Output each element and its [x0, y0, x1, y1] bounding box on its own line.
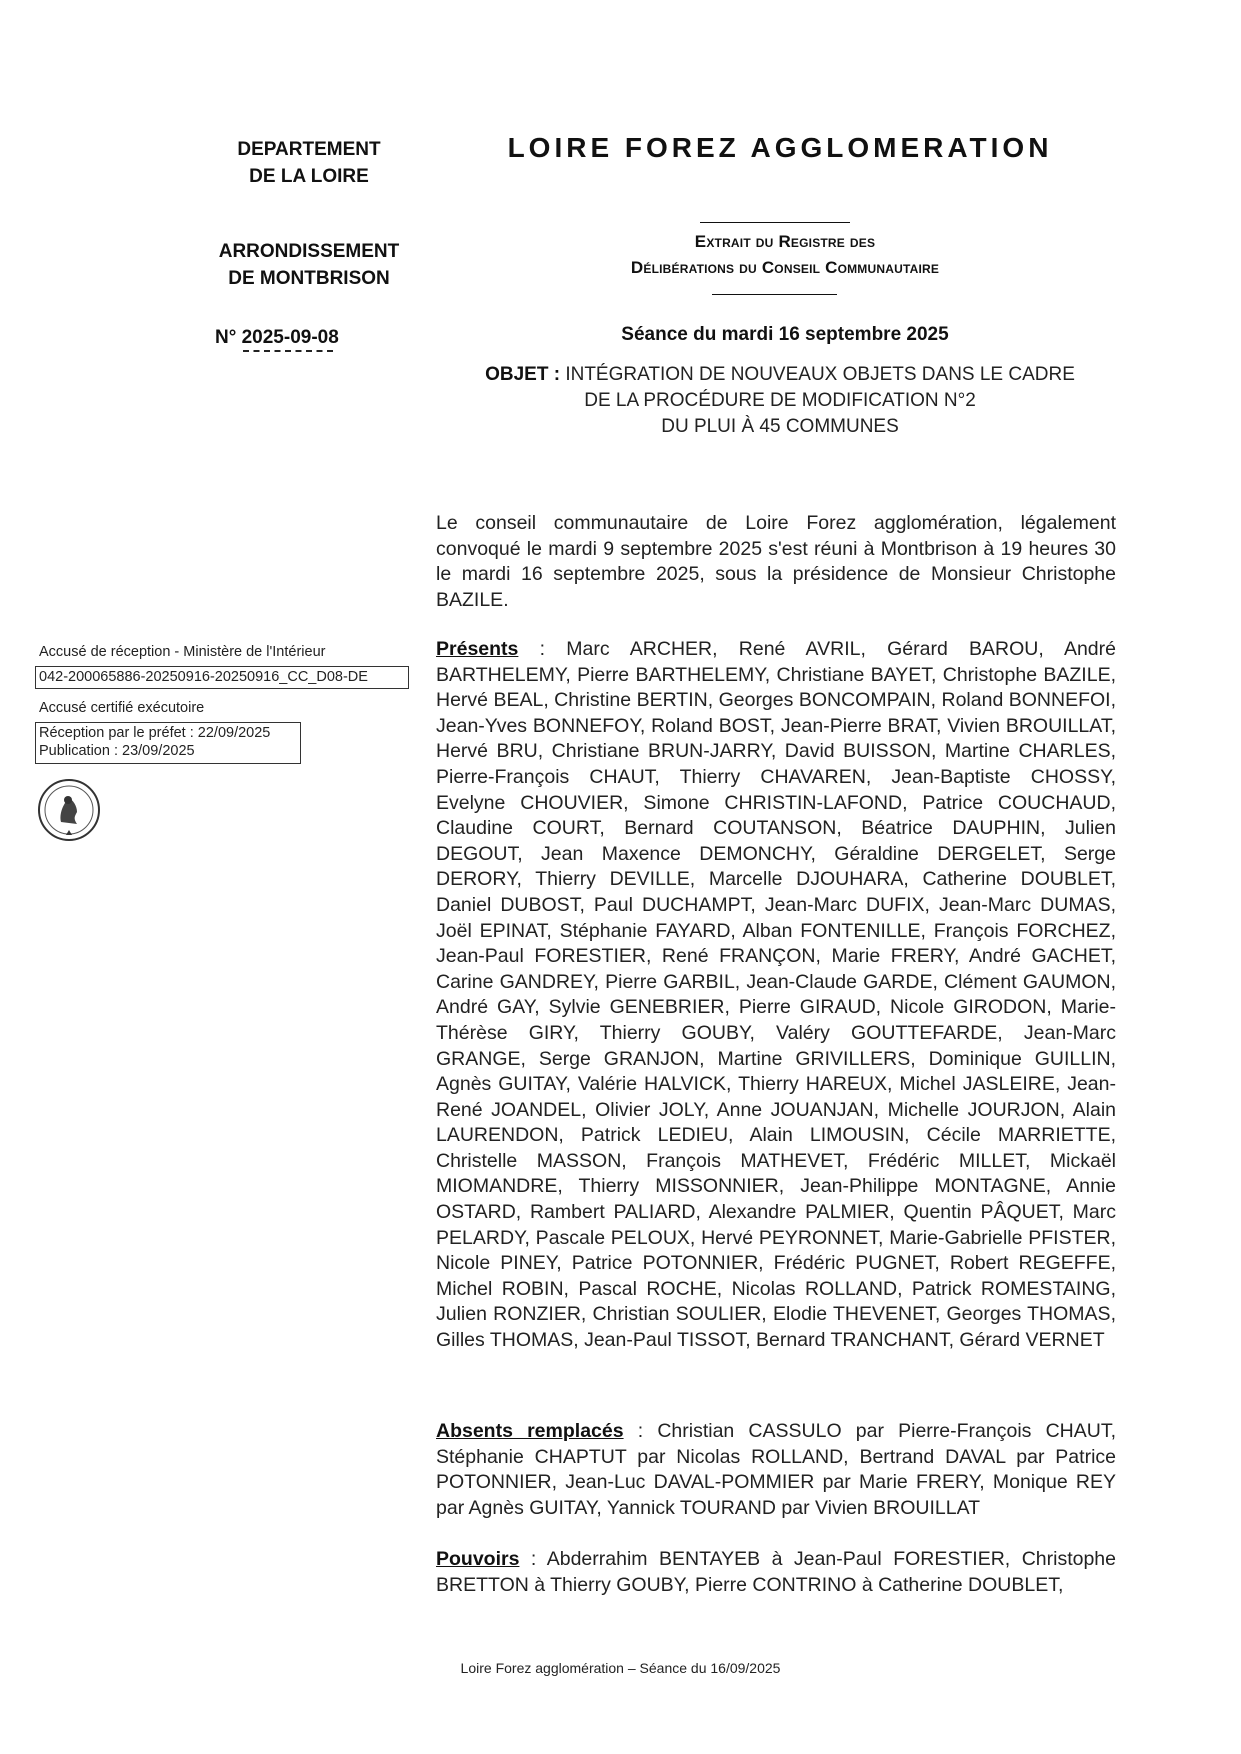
objet-line-2: DE LA PROCÉDURE DE MODIFICATION N°2 [584, 390, 976, 411]
header-rule-bottom [712, 294, 837, 295]
stamp-certified: Accusé certifié exécutoire [39, 700, 205, 716]
objet-block [440, 362, 1120, 440]
objet-line-3: DU PLUI À 45 COMMUNES [661, 416, 899, 437]
presents-list: Marc ARCHER, René AVRIL, Gérard BAROU, André BARTHELEMY, Pierre BARTHELEMY, Christiane BAYET, Christophe BAZILE, Hervé BEAL, Christine BERTIN, Georges BONCOMPAIN, Roland BONNEFOI, Jean-Yves BONNEFOY, Roland BOST, Jean-Pierre BRAT, Vivien BROUILLAT, Hervé BRU, Christiane BRUN-JARRY, David BUISSON, Martine CHARLES, Pierre-François CHAUT, Thierry CHAVAREN, Jean-Baptiste CHOSSY, Evelyne CHOUVIER, Simone CHRISTIN-LAFOND, Patrice COUCHAUD, Claudine COURT, Bernard COUTANSON, Béatrice DAUPHIN, Julien DEGOUT, Jean Maxence DEMONCHY, Géraldine DERGELET, Serge DERORY, Thierry DEVILLE, Marcelle DJOUHARA, Catherine DOUBLET, Daniel DUBOST, Paul DUCHAMPT, Jean-Marc DUFIX, Jean-Marc DUMAS, Joël EPINAT, Stéphanie FAYARD, Alban FONTENILLE, François FORCHEZ, Jean-Paul FORESTIER, René FRANÇON, Marie FRERY, André GACHET, Carine GANDREY, Pierre GARBIL, Jean-Claude GARDE, Clément GAUMON, André GAY, Sylvie GENEBRIER, Pierre GIRAUD, Nicole GIRODON, Marie-Thérèse GIRY, Thierry GOUBY, Valéry GOUTTEFARDE, Jean-Marc GRANGE, Serge GRANJON, Martine GRIVILLERS, Dominique GUILLIN, Agnès GUITAY, Valérie HALVICK, Thierry HAREUX, Michel JASLEIRE, Jean-René JOANDEL, Olivier JOLY, Anne JOUANJAN, Michelle JOURJON, Alain LAURENDON, Patrick LEDIEU, Alain LIMOUSIN, Cécile MARRIETTE, Christelle MASSON, François MATHEVET, Frédéric MILLET, Mickaël MIOMANDRE, Thierry MISSONNIER, Jean-Philippe MONTAGNE, Annie OSTARD, Rambert PALIARD, Alexandre PALMIER, Quentin PÂQUET, Marc PELARDY, Pascale PELOUX, Hervé PEYRONNET, Marie-Gabrielle PFISTER, Nicole PINEY, Patrice POTONNIER, Frédéric PUGNET, Robert REGEFFE, Michel ROBIN, Pascal ROCHE, Nicolas ROLLAND, Patrick ROMESTAING, Julien RONZIER, Christian SOULIER, Elodie THEVENET, Georges THOMAS, Gilles THOMAS, Jean-Paul TISSOT, Bernard TRANCHANT, Gérard VERNET [436, 638, 1116, 1352]
arrondissement-line-1: ARRONDISSEMENT [218, 241, 400, 262]
stamp-title: Accusé de réception - Ministère de l'Intérieur [39, 644, 326, 660]
pouvoirs-label: Pouvoirs [436, 1548, 520, 1570]
department-label [189, 136, 429, 190]
marianne-seal-icon [37, 778, 101, 842]
stamp-publication: Publication : 23/09/2025 [39, 743, 195, 759]
objet-line-1 [440, 362, 1120, 388]
department-line-1: DEPARTEMENT [237, 139, 381, 160]
pouvoirs-list: Abderrahim BENTAYEB à Jean-Paul FORESTIER, Christophe BRETTON à Thierry GOUBY, Pierre CONTRINO à Catherine DOUBLET, [436, 1548, 1116, 1596]
header-rule-top [700, 222, 850, 223]
stamp-reception: Réception par le préfet : 22/09/2025 [39, 725, 271, 741]
absents-label: Absents remplacés [436, 1420, 624, 1442]
absents-paragraph [436, 1419, 1116, 1521]
stamp-reference: 042-200065886-20250916-20250916_CC_D08-DE [39, 669, 368, 685]
register-line-1: Extrait du Registre des [694, 232, 876, 251]
deliberation-number: N° 2025-09-08 [215, 327, 339, 348]
absents-list: Christian CASSULO par Pierre-François CHAUT, Stéphanie CHAPTUT par Nicolas ROLLAND, Bertrand DAVAL par Patrice POTONNIER, Jean-Luc DAVAL-POMMIER par Marie FRERY, Monique REY par Agnès GUITAY, Yannick TOURAND par Vivien BROUILLAT [436, 1420, 1116, 1519]
presents-separator: : [518, 638, 567, 660]
objet-title-1: INTÉGRATION DE NOUVEAUX OBJETS DANS LE CADRE [565, 364, 1075, 385]
arrondissement-line-2: DE MONTBRISON [228, 268, 390, 289]
organisation-title: LOIRE FOREZ AGGLOMERATION [507, 132, 1053, 163]
absents-separator: : [623, 1420, 658, 1442]
presents-paragraph [436, 637, 1116, 1354]
stamp-reference-box [35, 666, 409, 689]
presents-label: Présents [436, 638, 519, 660]
stamp-dates-box [35, 722, 301, 764]
intro-paragraph: Le conseil communautaire de Loire Forez agglomération, légalement convoqué le mardi 9 septembre 2025 s'est réuni à Montbrison à 19 heures 30 le mardi 16 septembre 2025, sous la présidence de Monsieur Christophe BAZILE. [436, 512, 1116, 611]
pouvoirs-separator: : [519, 1548, 547, 1570]
pouvoirs-paragraph [436, 1547, 1116, 1598]
page-footer: Loire Forez agglomération – Séance du 16/09/2025 [460, 1660, 781, 1676]
department-line-2: DE LA LOIRE [249, 166, 369, 187]
arrondissement-label [189, 238, 429, 292]
register-line-2: Délibérations du Conseil Communautaire [630, 258, 940, 277]
number-underline-divider [243, 350, 333, 352]
seance-date: Séance du mardi 16 septembre 2025 [621, 324, 949, 345]
objet-label: OBJET : [485, 364, 561, 385]
